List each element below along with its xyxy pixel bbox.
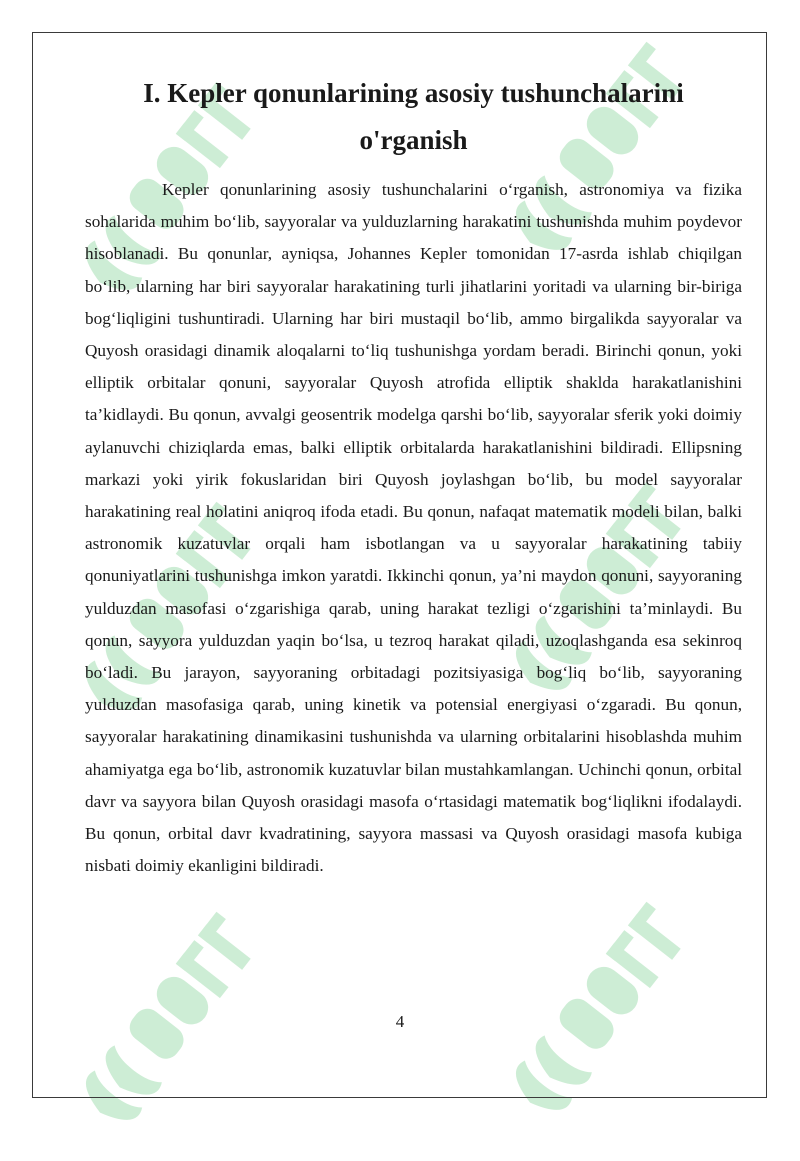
body-paragraph: Kepler qonunlarining asosiy tushunchalarini o‘rganish, astronomiya va fizika sohalarida muhim bo‘lib, sayyoralar va yulduzlarning harakatini tushunishda muhim poydevor hisoblanadi. Bu qonunlar, ayniqsa, Johannes Kepler tomonidan 17-asrda ishlab chiqilgan bo‘lib, ularning har biri sayyoralar harakatining turli jihatlarini yoritadi va ularning bir-biriga bog‘liqligini tushuntiradi. Ularning har biri mustaqil bo‘lib, ammo birgalikda sayyoralar va Quyosh orasidagi dinamik aloqalarni to‘liq tushunishga yordam beradi. Birinchi qonun, yoki elliptik orbitalar qonuni, sayyoralar Quyosh atrofida elliptik shaklda harakatlanishini ta’kidlaydi. Bu qonun, avvalgi geosentrik modelga qarshi bo‘lib, sayyoralar sferik yoki doimiy aylanuvchi chiziqlarda emas, balki elliptik orbitalarda harakatlanishini bildiradi. Ellipsning markazi yoki yirik fokuslaridan biri Quyosh joylashgan bo‘lib, bu model sayyoralar harakatining real holatini aniqroq ifoda etadi. Bu qonun, nafaqat matematik modeli bilan, balki astronomik kuzatuvlar orqali ham isbotlangan va u sayyoralar harakatining tabiiy qonuniyatlarini tushunishga imkon yaratdi. Ikkinchi qonun, ya’ni maydon qonuni, sayyoraning yulduzdan masofasi o‘zgarishiga qarab, uning harakat tezligi o‘zgarishini ta’minlaydi. Bu qonun, sayyora yulduzdan yaqin bo‘lsa, u tezroq harakat qiladi, uzoqlashganda esa sekinroq bo‘ladi. Bu jarayon, sayyoraning orbitadagi pozitsiyasiga bog‘liq bo‘lib, sayyoraning yulduzdan masofasiga qarab, uning kinetik va potensial energiyasi o‘zgaradi. Bu qonun, sayyoralar harakatining dinamikasini tushunishda va ularning orbitalarini hisoblashda muhim ahamiyatga ega bo‘lib, astronomik kuzatuvlar bilan mustahkamlangan. Uchinchi qonun, orbital davr va sayyora bilan Quyosh orasidagi masofa o‘rtasidagi matematik bog‘liqlikni ifodalaydi. Bu qonun, orbital davr kvadratining, sayyora massasi va Quyosh orasidagi masofa kubiga nisbati doimiy ekanligini bildiradi. xyxy=(85,180,742,876)
page-number: 4 xyxy=(395,1012,405,1031)
page-title: I. Kepler qonunlarining asosiy tushunchalarini o'rganish xyxy=(143,78,684,155)
page-content xyxy=(85,70,742,882)
